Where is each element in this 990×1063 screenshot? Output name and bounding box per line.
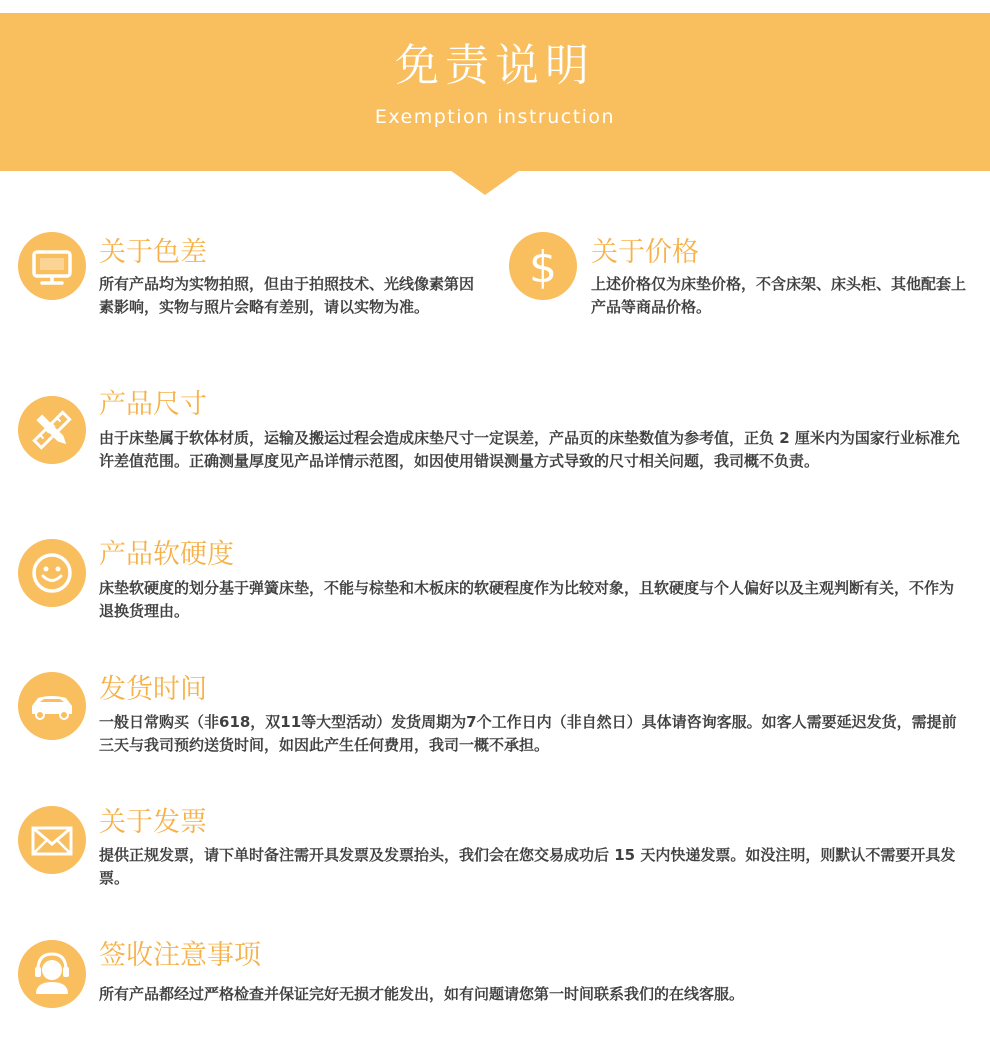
- monitor-icon: [18, 232, 86, 300]
- customer-service-icon: [18, 940, 86, 1008]
- section-heading: 签收注意事项: [99, 940, 261, 971]
- dollar-icon: [509, 232, 577, 300]
- section-body: 床垫软硬度的划分基于弹簧床垫，不能与棕垫和木板床的软硬程度作为比较对象，且软硬度与个人偏好以及主观判断有关，不作为退换货理由。: [99, 579, 955, 620]
- section-heading: 关于价格: [591, 237, 699, 268]
- section-body: 所有产品都经过严格检查并保证完好无损才能发出，如有问题请您第一时间联系我们的在线客服。: [99, 985, 745, 1003]
- car-icon: [18, 672, 86, 740]
- section-body: 所有产品均为实物拍照，但由于拍照技术、光线像素第因素影响，实物与照片会略有差别，请以实物为准。: [99, 275, 475, 316]
- page-subtitle: Exemption instruction: [374, 106, 616, 128]
- section-body: 一般日常购买（非618，双11等大型活动）发货周期为7个工作日内（非自然日）具体请咨询客服。如客人需要延迟发货，需提前三天与我司预约送货时间，如因此产生任何费用，我司一概不承担。: [99, 713, 957, 754]
- section-heading: 产品尺寸: [99, 389, 207, 420]
- section-heading: 发货时间: [99, 674, 207, 705]
- banner-pointer: [450, 170, 520, 195]
- section-body: 上述价格仅为床垫价格，不含床架、床头柜、其他配套上产品等商品价格。: [591, 275, 967, 316]
- section-body: 由于床垫属于软体材质，运输及搬运过程会造成床垫尺寸一定误差，产品页的床垫数值为参考值，正负 2 厘米内为国家行业标准允许差值范围。正确测量厚度见产品详情示范图，如因使用错误测量方式导致的尺寸相关问题，我司概不负责。: [99, 429, 960, 470]
- section-heading: 产品软硬度: [99, 539, 234, 570]
- svg-text:$: $: [529, 242, 557, 293]
- ruler-pencil-icon: [18, 396, 86, 464]
- page-title: 免责说明: [395, 40, 595, 91]
- section-heading: 关于发票: [99, 807, 207, 838]
- envelope-icon: [18, 806, 86, 874]
- section-body: 提供正规发票，请下单时备注需开具发票及发票抬头，我们会在您交易成功后 15 天内快递发票。如没注明，则默认不需要开具发票。: [99, 846, 956, 887]
- section-heading: 关于色差: [99, 237, 207, 268]
- smiley-icon: [18, 539, 86, 607]
